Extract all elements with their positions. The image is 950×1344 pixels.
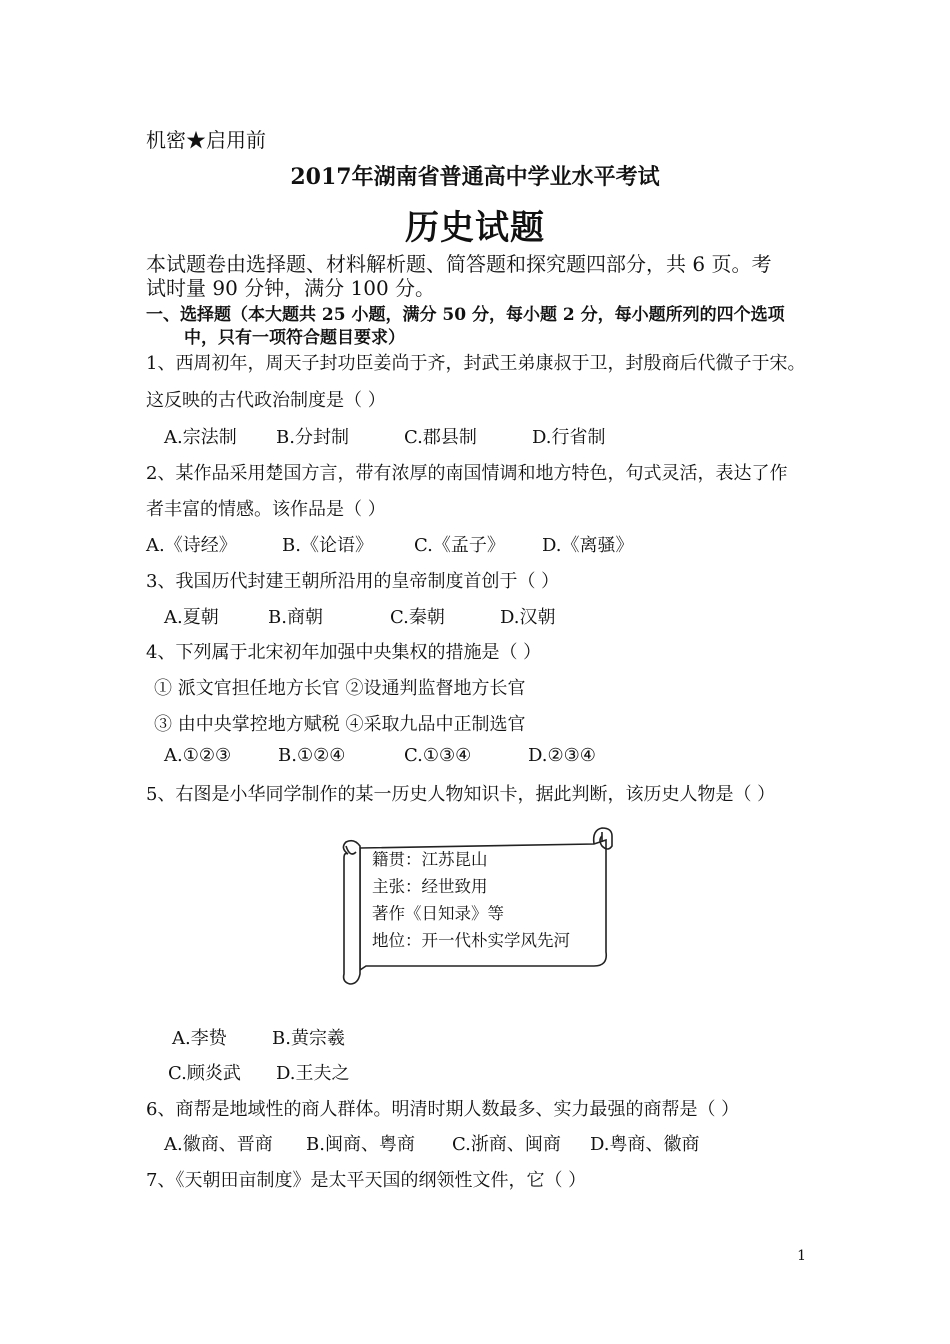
question-1-line-1: 1、西周初年，周天子封功臣姜尚于齐，封武王弟康叔于卫，封殷商后代微子于宋。 (146, 353, 806, 374)
question-7-line-1: 7、《天朝田亩制度》是太平天国的纲领性文件，它（ ） (146, 1170, 587, 1191)
question-1-line-2: 这反映的古代政治制度是（ ） (146, 390, 386, 411)
intro-line-1: 本试题卷由选择题、材料解析题、简答题和探究题四部分，共 6 页。考 (146, 252, 772, 276)
q4-items-line-2: ③ 由中央掌控地方赋税 ④采取九品中正制选官 (154, 714, 526, 735)
page-number: 1 (797, 1248, 806, 1264)
q3-option-c: C.秦朝 (390, 607, 445, 628)
q6-option-c: C.浙商、闽商 (452, 1134, 561, 1155)
knowledge-card-text (372, 846, 570, 954)
section-heading-cont: 中，只有一项符合题目要求） (184, 328, 405, 348)
question-5-line-1: 5、右图是小华同学制作的某一历史人物知识卡，据此判断，该历史人物是（ ） (146, 784, 776, 805)
q5-option-c: C.顾炎武 (168, 1063, 241, 1084)
q6-option-d: D.粤商、徽商 (590, 1134, 700, 1155)
subject-title: 历史试题 (405, 208, 545, 248)
q4-items-line-1: ① 派文官担任地方长官 ②设通判监督地方长官 (154, 678, 526, 699)
q1-option-c: C.郡县制 (404, 427, 477, 448)
q2-option-b: B.《论语》 (282, 535, 373, 556)
q4-option-d: D.②③④ (528, 745, 596, 766)
q3-option-b: B.商朝 (268, 607, 323, 628)
confidential-label: 机密★启用前 (146, 128, 266, 152)
q1-option-d: D.行省制 (532, 427, 606, 448)
card-line-hometown: 籍贯：江苏昆山 (372, 850, 488, 869)
q2-option-c: C.《孟子》 (414, 535, 505, 556)
intro-line-2: 试时量 90 分钟，满分 100 分。 (146, 276, 436, 300)
q4-option-c: C.①③④ (404, 745, 472, 766)
q1-option-a: A.宗法制 (164, 427, 237, 448)
card-line-position: 主张：经世致用 (372, 877, 488, 896)
q1-option-b: B.分封制 (276, 427, 349, 448)
question-2-line-1: 2、某作品采用楚国方言，带有浓厚的南国情调和地方特色，句式灵活，表达了作 (146, 463, 788, 484)
exam-title: 2017年湖南省普通高中学业水平考试 (290, 164, 660, 190)
q3-option-a: A.夏朝 (164, 607, 219, 628)
card-line-works: 著作《日知录》等 (372, 904, 504, 923)
card-line-status: 地位：开一代朴实学风先河 (372, 931, 570, 950)
q3-option-d: D.汉朝 (500, 607, 556, 628)
q4-option-a: A.①②③ (164, 745, 232, 766)
section-heading: 一、选择题（本大题共 25 小题，满分 50 分，每小题 2 分，每小题所列的四个选项 (146, 305, 785, 325)
q5-option-a: A.李贽 (172, 1028, 227, 1049)
question-2-line-2: 者丰富的情感。该作品是（ ） (146, 499, 386, 520)
question-6-line-1: 6、商帮是地域性的商人群体。明清时期人数最多、实力最强的商帮是（ ） (146, 1099, 740, 1120)
q4-option-b: B.①②④ (278, 745, 346, 766)
q5-option-b: B.黄宗羲 (272, 1028, 345, 1049)
q2-option-a: A.《诗经》 (146, 535, 237, 556)
q2-option-d: D.《离骚》 (542, 535, 634, 556)
q6-option-b: B.闽商、粤商 (306, 1134, 415, 1155)
q5-option-d: D.王夫之 (276, 1063, 350, 1084)
question-4-line-1: 4、下列属于北宋初年加强中央集权的措施是（ ） (146, 642, 542, 663)
question-3-line-1: 3、我国历代封建王朝所沿用的皇帝制度首创于（ ） (146, 571, 560, 592)
q6-option-a: A.徽商、晋商 (164, 1134, 273, 1155)
